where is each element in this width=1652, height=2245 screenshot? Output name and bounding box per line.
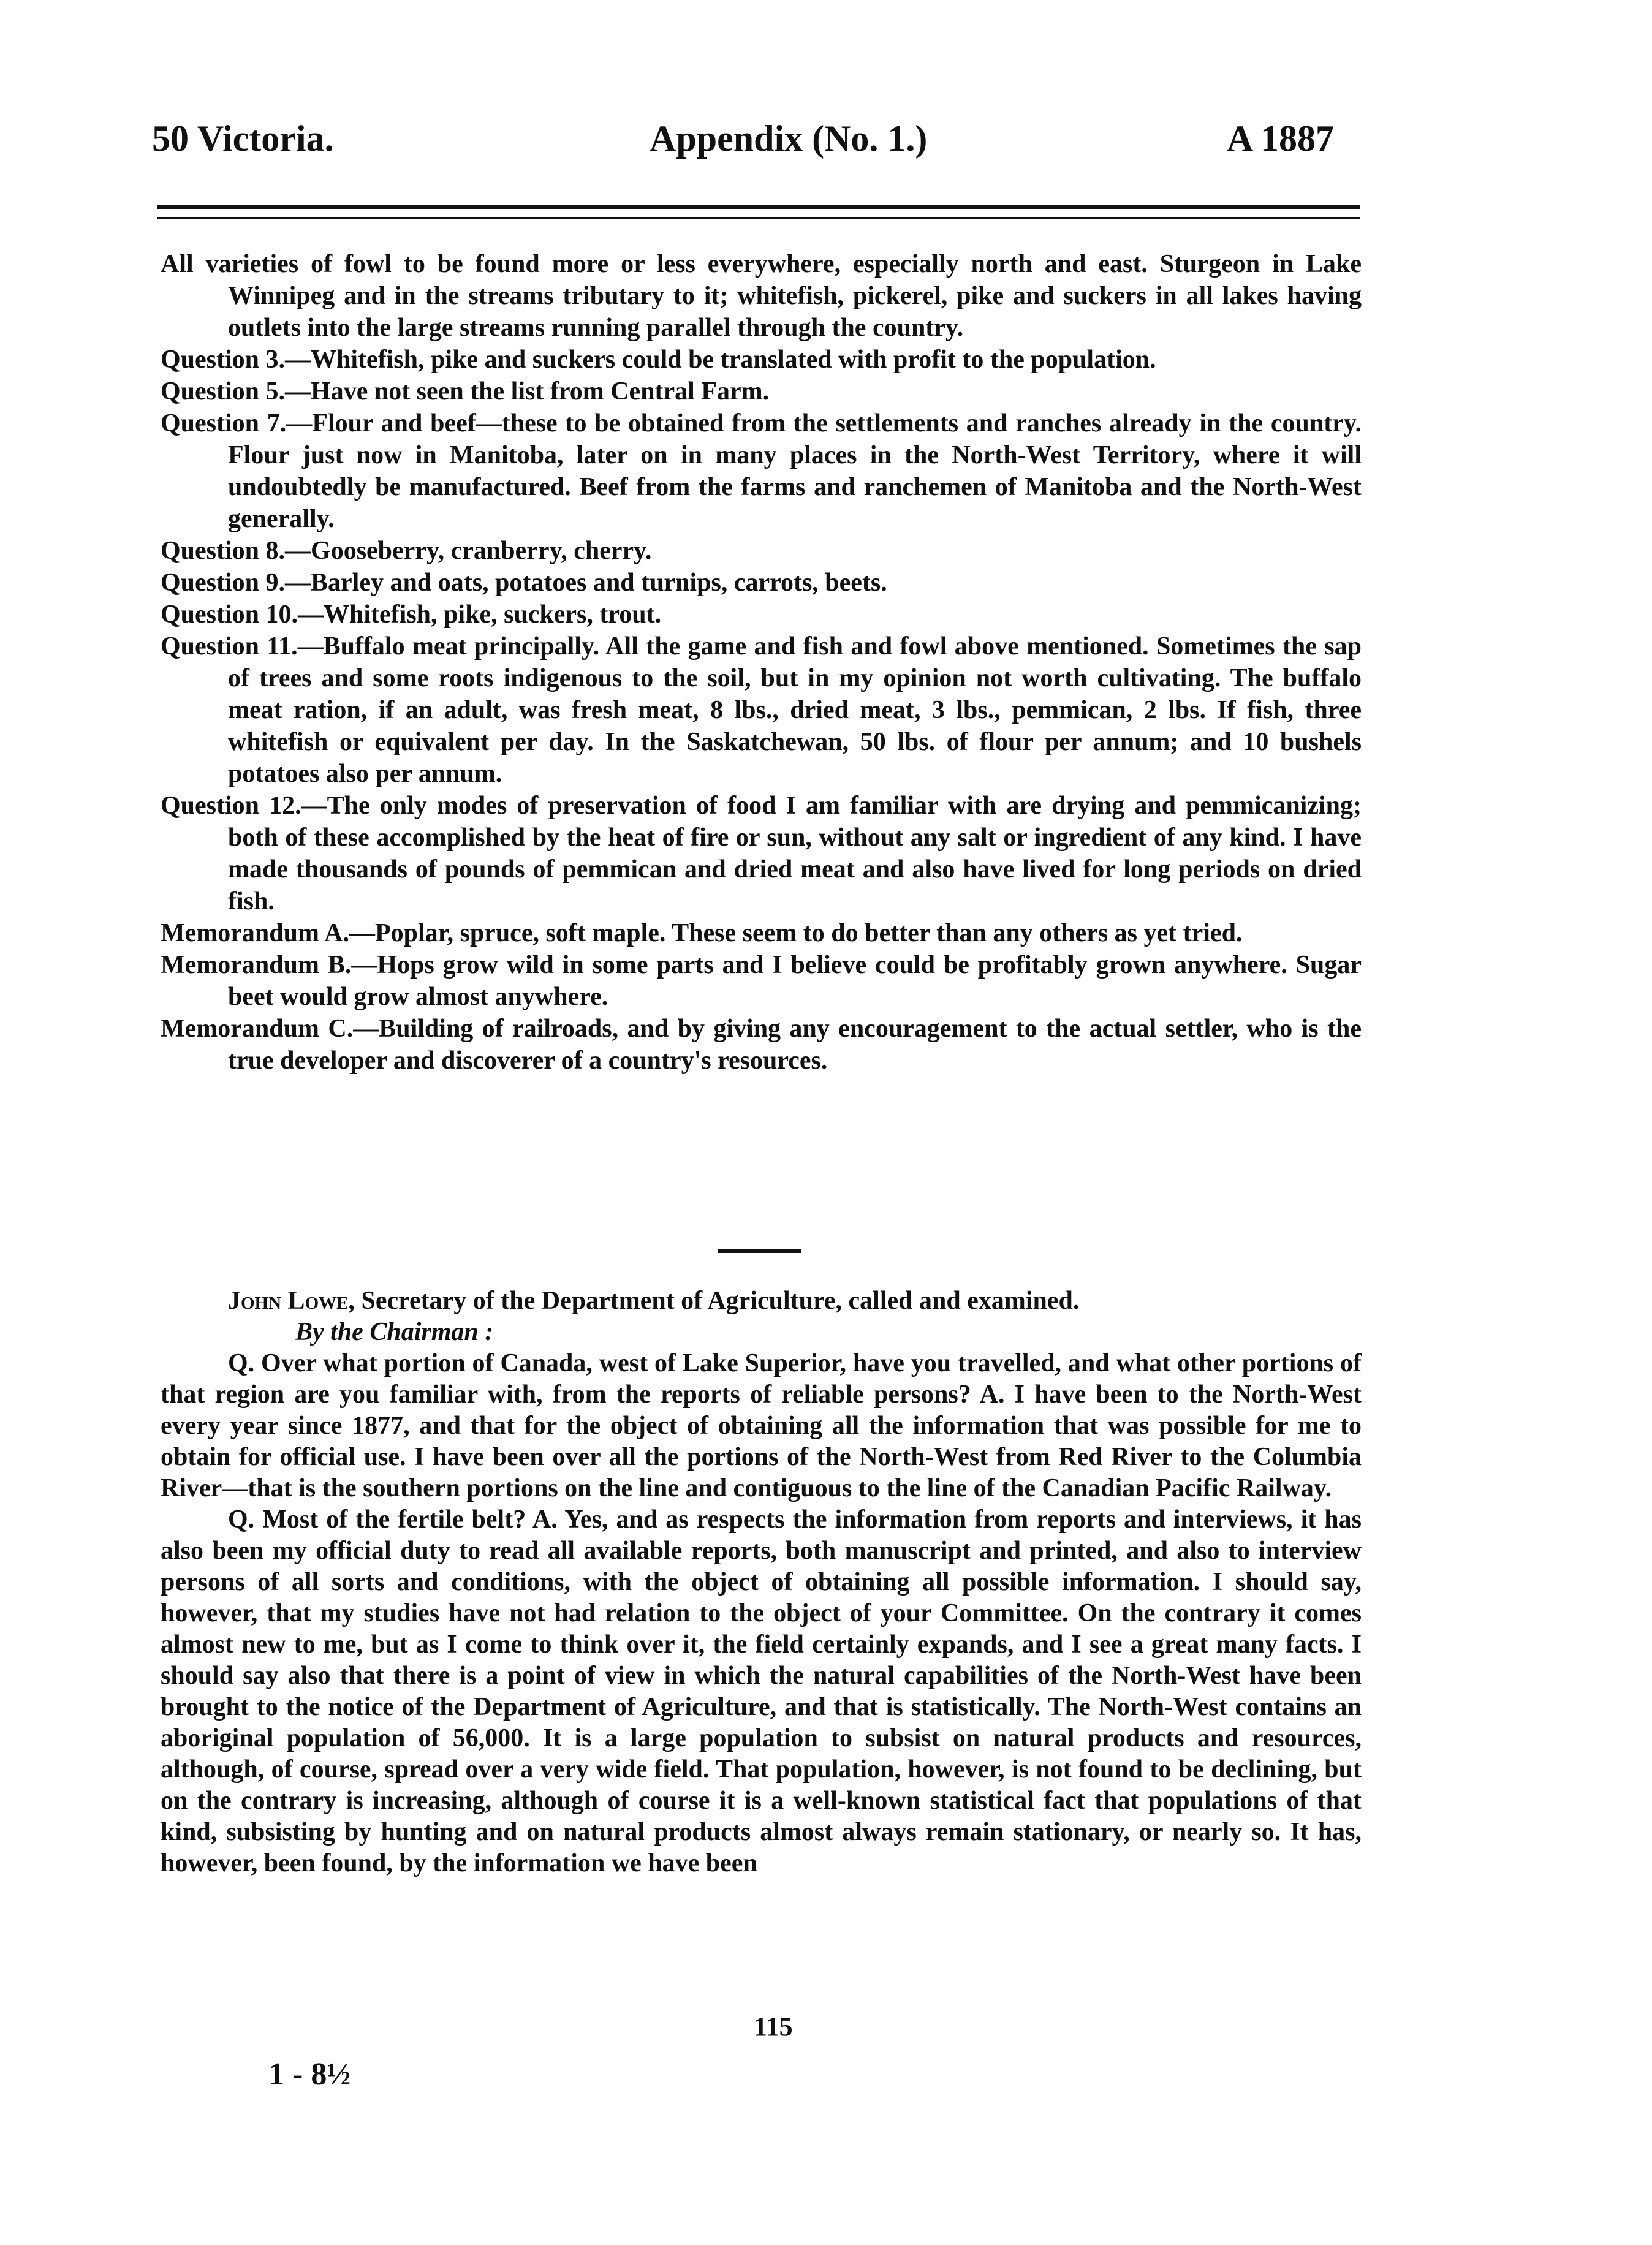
entry-label: Memorandum B. xyxy=(161,951,352,979)
answer-entry xyxy=(161,949,1362,1013)
testimony-paragraph: Q. Most of the fertile belt? A. Yes, and as respects the information from reports and interviews, it has also been my official duty to read all available reports, both manuscript and printed, and also to interview persons of all sorts and conditions, with the object of obtaining all possible information. I should say, however, that my studies have not had relation to the object of your Committee. On the contrary it comes almost new to me, but as I come to think over it, the field certainly expands, and I see a great many facts. I should say also that there is a point of view in which the natural capabilities of the North-West have been brought to the notice of the Department of Agriculture, and that is statistically. The North-West contains an aboriginal population of 56,000. It is a large population to subsist on natural products and resources, although, of course, spread over a very wide field. That population, however, is not found to be declining, but on the contrary is increasing, although of course it is a well-known statistical fact that populations of that kind, subsisting by hunting and on natural products almost always remain stationary, or nearly so. It has, however, been found, by the information we have been xyxy=(161,1505,1362,1877)
answer-entry xyxy=(161,1013,1362,1077)
entry-text: All varieties of fowl to be found more or less everywhere, especially north and east. Sturgeon in Lake Winnipeg and in the streams tributary to it; whitefish, pickerel, pike and suckers in all lakes having outlets into the large streams running parallel through the country. xyxy=(161,250,1362,342)
testimony-section xyxy=(161,1285,1362,1879)
entry-text: —Barley and oats, potatoes and turnips, carrots, beets. xyxy=(285,569,887,597)
witness-name: John Lowe xyxy=(228,1287,349,1315)
witness-introduction xyxy=(161,1285,1362,1317)
entry-label: Question 3. xyxy=(161,346,286,374)
examiner-line: By the Chairman : xyxy=(295,1318,494,1346)
entry-text: —Whitefish, pike and suckers could be translated with profit to the population. xyxy=(285,346,1156,374)
header-year: A 1887 xyxy=(1227,118,1335,159)
entry-text: —Hops grow wild in some parts and I believe could be profitably grown anywhere. Sugar beet would grow almost anywhere. xyxy=(228,951,1362,1011)
witness-description: , Secretary of the Department of Agriculture, called and examined. xyxy=(348,1287,1080,1315)
answer-entry xyxy=(161,344,1362,376)
entry-label: Question 5. xyxy=(161,377,286,406)
answer-entry xyxy=(161,567,1362,599)
entry-label: Question 11. xyxy=(161,632,298,661)
entry-label: Question 10. xyxy=(161,600,298,629)
header-appendix: Appendix (No. 1.) xyxy=(650,118,928,159)
signature-mark: 1 - 8½ xyxy=(268,2057,351,2092)
answer-entry xyxy=(161,376,1362,407)
entry-label: Question 12. xyxy=(161,792,301,820)
page-number: 115 xyxy=(754,2012,793,2042)
entry-text: —Have not seen the list from Central Farm. xyxy=(285,377,770,406)
entry-label: Question 9. xyxy=(161,569,286,597)
entry-text: —Buffalo meat principally. All the game and fish and fowl above mentioned. Sometimes the sap of trees and some roots indigenous to the soil, but in my opinion not worth cultivating. The buffalo meat ration, if an adult, was fresh meat, 8 lbs., dried meat, 3 lbs., pemmican, 2 lbs. If fish, three whitefish or equivalent per day. In the Saskatchewan, 50 lbs. of flour per annum; and 10 bushels potatoes also per annum. xyxy=(228,632,1362,788)
answer-entry xyxy=(161,790,1362,917)
answer-entry xyxy=(161,407,1362,535)
entry-text: —Building of railroads, and by giving any encouragement to the actual settler, who is the true developer and discoverer of a country's resources. xyxy=(228,1015,1362,1075)
answer-entry xyxy=(161,630,1362,790)
entry-label: Question 8. xyxy=(161,537,286,565)
header-rule-thick xyxy=(157,205,1360,209)
entry-text: —Flour and beef—these to be obtained from the settlements and ranches already in the country. Flour just now in Manitoba, later on in many places in the North-West Territory, where it will undoubtedly be manufactured. Beef from the farms and ranchemen of Manitoba and the North-West generally. xyxy=(228,409,1362,533)
answer-entry xyxy=(161,535,1362,567)
answer-entry xyxy=(161,248,1362,344)
entry-text: —The only modes of preservation of food I am familiar with are drying and pemmicanizing; both of these accomplished by the heat of fire or sun, without any salt or ingredient of any kind. I have made thousands of pounds of pemmican and dried meat and also have lived for long periods on dried fish. xyxy=(228,792,1362,915)
header-rule-thin xyxy=(157,217,1360,219)
entry-text: —Gooseberry, cranberry, cherry. xyxy=(285,537,652,565)
answers-list xyxy=(161,248,1362,1077)
answer-entry xyxy=(161,599,1362,630)
header-session: 50 Victoria. xyxy=(152,118,334,159)
entry-label: Memorandum C. xyxy=(161,1015,354,1043)
testimony-paragraph: Q. Over what portion of Canada, west of Lake Superior, have you travelled, and what other portions of that region are you familiar with, from the reports of reliable persons? A. I have been to the North-West every year since 1877, and that for the object of obtaining all the information that was possible for me to obtain for official use. I have been over all the portions of the North-West from Red River to the Columbia River—that is the southern portions on the line and contiguous to the line of the Canadian Pacific Railway. xyxy=(161,1349,1362,1502)
section-separator xyxy=(718,1249,801,1253)
entry-text: —Poplar, spruce, soft maple. These seem to do better than any others as yet tried. xyxy=(349,919,1243,947)
entry-label: Memorandum A. xyxy=(161,919,349,947)
entry-text: —Whitefish, pike, suckers, trout. xyxy=(298,600,662,629)
answer-entry xyxy=(161,917,1362,949)
entry-label: Question 7. xyxy=(161,409,287,437)
